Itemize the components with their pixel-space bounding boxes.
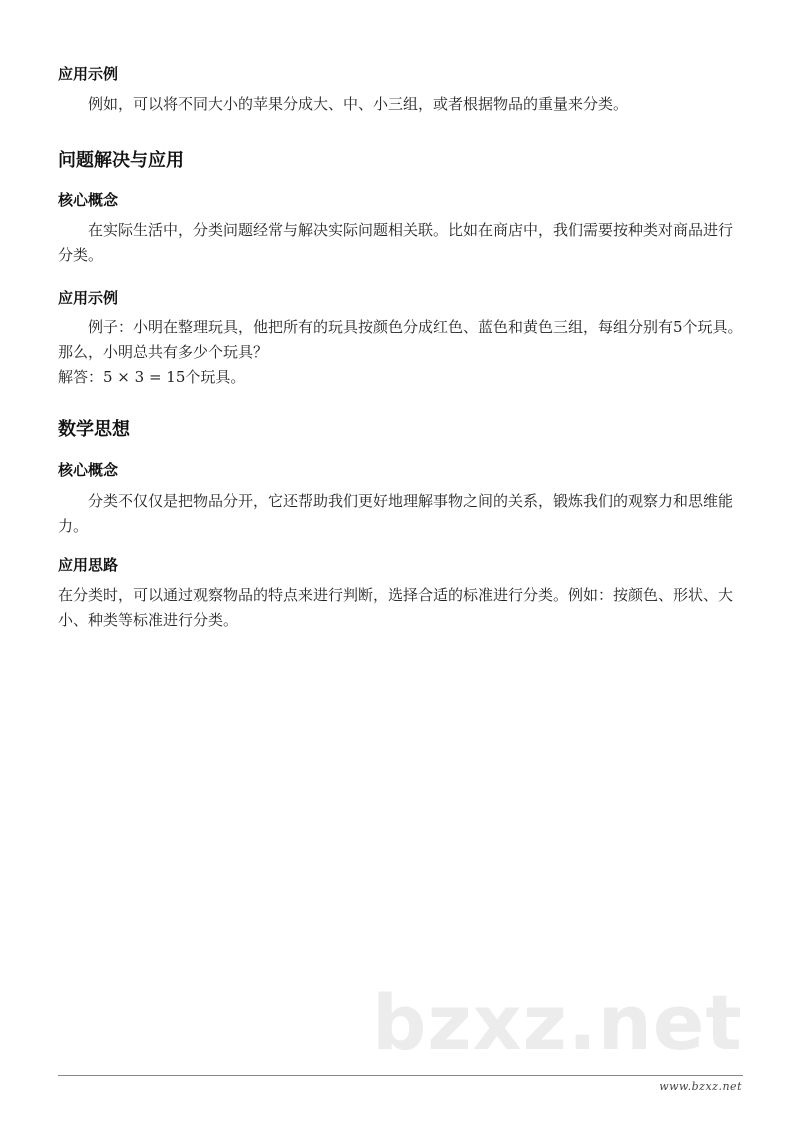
subheading-core-concept-2: 核心概念 [58, 461, 119, 479]
paragraph-example-2: 例子：小明在整理玩具，他把所有的玩具按颜色分成红色、蓝色和黄色三组，每组分别有5个玩具。那么，小明总共有多少个玩具？ [58, 318, 743, 361]
subheading-core-concept-1: 核心概念 [58, 191, 119, 209]
subheading-approach: 应用思路 [58, 556, 119, 574]
paragraph-example-1: 例如，可以将不同大小的苹果分成大、中、小三组，或者根据物品的重量来分类。 [88, 95, 629, 113]
subheading-application-example-2: 应用示例 [58, 289, 119, 307]
section-heading-problem-solving: 问题解决与应用 [58, 150, 184, 171]
paragraph-core-concept-2: 分类不仅仅是把物品分开，它还帮助我们更好地理解事物之间的关系，锻炼我们的观察力和思维能力。 [58, 492, 734, 535]
footer-url: www.bzxz.net [659, 1080, 742, 1093]
footer-divider [58, 1075, 743, 1076]
subheading-application-example-1: 应用示例 [58, 65, 119, 83]
section-heading-math-thinking: 数学思想 [58, 419, 130, 440]
paragraph-core-concept-1: 在实际生活中，分类问题经常与解决实际问题相关联。比如在商店中，我们需要按种类对商品进行分类。 [58, 221, 734, 264]
paragraph-approach: 在分类时，可以通过观察物品的特点来进行判断，选择合适的标准进行分类。例如：按颜色、形状、大小、种类等标准进行分类。 [58, 586, 734, 629]
paragraph-answer: 解答：5 × 3 = 15个玩具。 [58, 368, 246, 386]
watermark: bzxz.net [372, 978, 743, 1067]
